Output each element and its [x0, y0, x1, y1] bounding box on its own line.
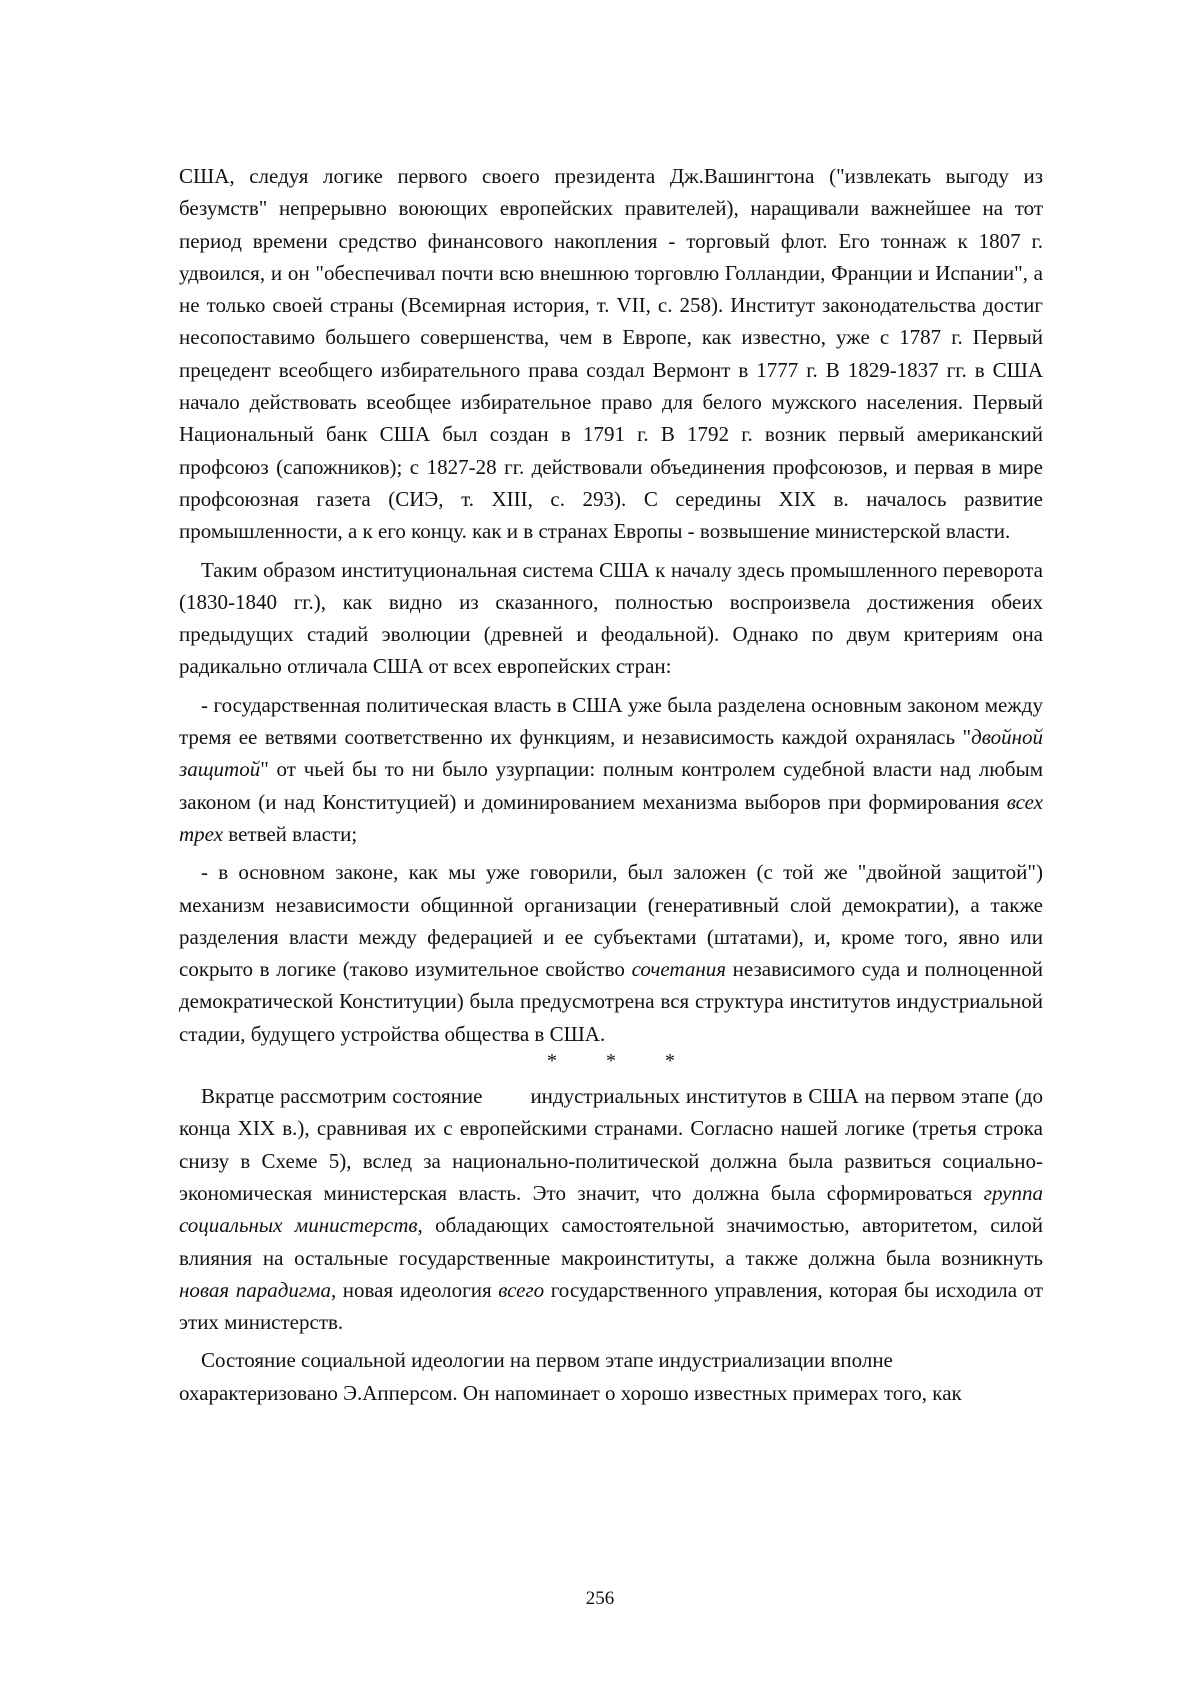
paragraph-1: США, следуя логике первого своего президента Дж.Вашингтона ("извлекать выгоду из безумств" непрерывно воюющих европейских правителей), наращивали важнейшее на тот период времени средство финансового накопления - торговый флот. Его тоннаж к 1807 г. удвоился, и он "обеспечивал почти всю внешнюю торговлю Голландии, Франции и Испании", а не только своей страны (Всемирная история, т. VII, с. 258). Институт законодательства достиг несопоставимо большего совершенства, чем в Европе, как известно, уже с 1787 г. Первый прецедент всеобщего избирательного права создал Вермонт в 1777 г. В 1829-1837 гг. в США начало действовать всеобщее избирательное право для белого мужского населения. Первый Национальный банк США был создан в 1791 г. В 1792 г. возник первый американский профсоюз (сапожников); с 1827-28 гг. действовали объединения профсоюзов, и первая в мире профсоюзная газета (СИЭ, т. XIII, с. 293). С середины XIX в. началось развитие промышленности, а к его концу. как и в странах Европы - возвышение министерской власти.: [179, 164, 1043, 544]
list-item-2-text-a: - в основном законе, как мы уже говорили, был заложен (с той же "двойной защитой") механизм независимости общинной организации (генеративный слой демократии), а также разделения власти между федерацией и ее субъектами (штатами), и, кроме того, явно или сокрыто в логике (таково изумительное свойство: [179, 860, 1043, 982]
emphasis-combination: сочетания: [631, 957, 726, 982]
paragraph-2: Таким образом институциональная система США к началу здесь промышленного переворота (1830-1840 гг.), как видно из сказанного, полностью воспроизвела достижения обеих предыдущих стадий эволюции (древней и феодальной). Однако по двум критериям она радикально отличала США от всех европейских стран:: [179, 557, 1043, 679]
list-item-1-text-b: " от чьей бы то ни было узурпации: полным контролем судебной власти над любым законом (и над Конституцией) и доминированием механизма выборов при формирования: [179, 757, 1043, 814]
section-separator: * * *: [547, 1050, 697, 1073]
paragraph-5-text-d: , новая идеология: [330, 1277, 499, 1302]
list-item-1-text-c: ветвей власти;: [223, 821, 358, 846]
emphasis-double-protection: двойной защитой: [179, 725, 1043, 782]
emphasis-all-three: всех трех: [179, 789, 1043, 846]
emphasis-new-paradigm: новая парадигма: [179, 1277, 331, 1302]
paragraph-5-text-c: , обладающих самостоятельной значимостью, авторитетом, силой влияния на остальные государственные макроинституты, а также должна была возникнуть: [179, 1213, 1044, 1270]
page-number: 256: [585, 1588, 615, 1609]
list-item-2: [179, 856, 1043, 1050]
paragraph-5-text-e: государственного управления, которая бы исходила от этих министерств.: [179, 1277, 1043, 1335]
emphasis-social-ministries: группа социальных министерств: [179, 1180, 1043, 1238]
emphasis-whole: всего: [498, 1277, 545, 1302]
list-item-1: [179, 689, 1043, 850]
list-item-1-text-a: - государственная политическая власть в США уже была разделена основным законом между тремя ее ветвями соответственно их функциям, и независимость каждой охранялась ": [179, 692, 1043, 750]
paragraph-5-text-b: индустриальных институтов в США на первом этапе (до конца XIX в.), сравнивая их с европейскими странами. Согласно нашей логике (третья строка снизу в Схеме 5), вслед за национально-политической должна была развиться социально-экономическая министерская власть. Это значит, что должна была сформироваться: [179, 1084, 1043, 1205]
list-item-2-text-b: независимого суда и полноценной демократической Конституции) была предусмотрена вся структура институтов индустриальной стадии, будущего устройства общества в США.: [179, 957, 1043, 1046]
paragraph-6: Состояние социальной идеологии на первом этапе индустриализации вполне охарактеризовано Э.Апперсом. Он напоминает о хорошо известных примерах того, как: [179, 1348, 962, 1405]
paragraph-5: [179, 1080, 1043, 1338]
paragraph-5-text-a: Вкратце рассмотрим состояние: [201, 1084, 483, 1109]
body-text: [179, 160, 1043, 1415]
